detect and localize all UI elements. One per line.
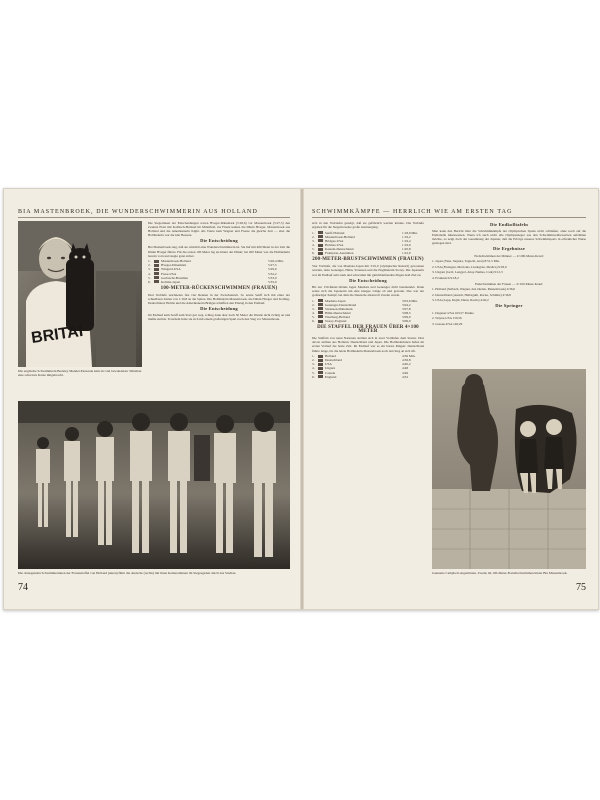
flag-icon: [318, 359, 323, 362]
flag-icon: [318, 248, 323, 251]
results-list-400m: [148, 259, 290, 284]
result-rank: 4.: [312, 242, 315, 247]
result-time: 3:03,6 Min.: [402, 298, 418, 303]
result-name: Mastenbroek-Holland: [325, 234, 355, 239]
r2-heading-endkolltafeln: Die Endkolltafeln: [490, 222, 528, 227]
result-name: Kastein-Deutschland: [325, 247, 354, 252]
photo-statue-caption: Jeannette Campbell-Argentinien, Zweite im 100-Meter-Freistilschwimmen hinter Bia Mastenbroek.: [432, 571, 568, 575]
result-rank: 2.: [312, 358, 315, 363]
result-rank: 3.: [312, 362, 315, 367]
result-name: Storey-England: [325, 318, 347, 323]
results-list-100m-back: [312, 231, 424, 256]
result-name: Waalberg-Holland: [325, 314, 350, 319]
result-name: Mastenbroek-Holland: [161, 259, 191, 264]
r-paragraph-2: Bis zur 150-Meter-Wende lagen Maehata und Genenger dicht beieinander. Dann setzte sich die Japanerin um eine knappe Länge ab und gewann. Das war ein großartiger Kampf, bei dem die Deutsche ehrenvoll Zweite wurde.: [312, 284, 424, 297]
result-name: Canada: [325, 370, 336, 375]
photo1-caption: Die englische Schwimmerin Beckley Mendel-Eastonde kam als viel bewunderter Talisman eine schwarze Katze mitgebracht.: [18, 369, 142, 378]
result-rank: 4.: [148, 271, 151, 276]
flag-icon: [154, 264, 159, 267]
result-name: Wingard-USA: [161, 267, 181, 272]
result-line: 2. Wayne-USA 159,56: [432, 316, 462, 321]
flag-icon: [318, 244, 323, 247]
r2-paragraph-1: Man kann den Bericht über die Schwimmkämpfe der Olympischen Spiele nicht schließen, ohne noch auf die Endtabelle hinzuweisen. Wenn ich auch nicht alle Olympiasieger aus den Schwimmwettbewerben aufzählen möchte, so zeigt doch der Gesamtsieg der Japaner, daß die Erfolge unseres Schwimmsports in erfreulicher Weise gestiegen sind.: [432, 229, 586, 246]
photo-swimmer-with-cat: [18, 221, 142, 367]
r2-heading-springer: Die Springer: [495, 303, 523, 309]
result-line: 3. Greene-USA 146,29: [432, 321, 463, 326]
result-rank: 2.: [312, 302, 315, 307]
flag-icon: [318, 307, 323, 310]
result-rank: 5.: [312, 247, 315, 252]
result-time: 5:33,0: [268, 275, 277, 280]
result-rank: 1.: [312, 298, 315, 303]
result-line: 1. Holland (Selbach, Wagner, den Ouden, Mastenbroek) 4:36,0: [432, 287, 516, 292]
header-rule-right: [312, 217, 586, 218]
paragraph-1: Bei Mastenbroek sieg, daß sie wirklich eine Wunderschwimmerin ist. Sie lief mit 400 Meter in der Zeit die Dänin Hveger führte. Für die ersten 100 Meter lag sie hinter der Dänin; bei 200 Meter war die Holländerin bereits vorn und siegte ganz sicher.: [148, 245, 290, 258]
result-time: 4:48: [402, 366, 409, 371]
result-time: 5:35,0: [268, 279, 277, 284]
result-time: 5:32,2: [268, 271, 277, 276]
result-line: 1. Japan (Yusa, Sugiura, Taguchi, Arai) 8:51,5 Min.: [432, 259, 500, 264]
result-name: Gerbracht-Brasilien: [161, 275, 188, 280]
result-name: Frese-USA: [161, 271, 177, 276]
intro-paragraph: Die Siegerinnen der Entscheidungen waren Hveger-Dänemark (5:26,6) vor Mastenbroek (5:27,5) den zweiten Platz mit Kolbisch-Holland im Mittelfeld, ins Finale kamen die Dänin Hveger, Mastenbroek aus Holland und die Amerikanerin Kight. Als Vierte kam Wagner und Freese die gleiche Zeit — aber die Holländerin war die klar Bessere.: [148, 221, 290, 238]
result-rank: 2.: [148, 263, 151, 268]
result-row: [312, 319, 424, 323]
r2-list-2: [432, 287, 586, 302]
result-rank: 3.: [312, 238, 315, 243]
r2-sub-2: Endschwimmen der Frauen — 4×100-Meter-Kraul:: [474, 281, 544, 286]
left-text-column: [148, 221, 290, 323]
flag-icon: [154, 260, 159, 263]
result-time: 3:04,2: [402, 302, 411, 307]
result-name: Sörensen-Dänemark: [325, 306, 353, 311]
result-name: Genenger-Deutschland: [325, 302, 357, 307]
right-page-number: 75: [576, 582, 586, 593]
result-rank: 6.: [312, 318, 315, 323]
left-page-header: BIA MASTENBROEK, DIE WUNDERSCHWIMMERIN AUS HOLLAND: [18, 209, 258, 215]
right-text-column-1: [312, 221, 424, 379]
result-line: 3. Ungarn (Gróf, Lengyel, Abay-Nemes, Csik) 9:12,3: [432, 270, 503, 275]
section-heading-100m-back: 100-METER-RÜCKENSCHWIMMEN (FRAUEN): [160, 285, 278, 291]
result-time: 4:52: [402, 374, 409, 379]
result-name: Senff-Holland: [325, 230, 345, 235]
subheading-entscheidung-1: Die Entscheidung: [200, 238, 238, 244]
result-row: [312, 375, 424, 379]
paragraph-3: Im Endlauf kam Senff zum Start gut weg, schlug dann aber nach 50 Meter die Wende nicht richtig an und mußte zurück. Trotzdem holte sie sich mit einem großartigen Spurt noch den Sieg vor Mastenbroek.: [148, 313, 290, 322]
result-time: 3:09,0: [402, 314, 411, 319]
flag-icon: [318, 320, 323, 323]
shirt-lettering: BRITAI: [30, 322, 85, 347]
right-page: [304, 189, 598, 609]
flag-icon: [154, 268, 159, 271]
result-rank: 6.: [312, 374, 315, 379]
flag-icon: [154, 280, 159, 283]
right-text-column-2: [432, 221, 586, 327]
result-time: 1:19,9: [402, 242, 411, 247]
result-time: 4:40,2: [402, 362, 411, 367]
result-rank: 5.: [312, 370, 315, 375]
result-time: 1:20,8: [402, 247, 411, 252]
result-name: Deutschland: [325, 358, 342, 363]
result-time: 5:26,4 Min.: [268, 259, 284, 264]
result-time: 1:18,9 Min.: [402, 230, 418, 235]
section-heading-200m-breast: 200-METER-BRUSTSCHWIMMEN (FRAUEN): [312, 257, 424, 263]
result-name: Holmes-USA: [325, 242, 344, 247]
result-name: Ungarn: [325, 366, 336, 371]
result-rank: 4.: [312, 310, 315, 315]
result-rank: 6.: [148, 279, 151, 284]
result-time: 3:09,0: [402, 318, 411, 323]
result-time: 5:27,5: [268, 263, 277, 268]
r2-heading-ergebnisse: Die Ergebnisse: [492, 246, 526, 252]
result-rank: 3.: [312, 306, 315, 311]
result-rank: 1.: [312, 354, 315, 359]
result-row: [148, 280, 290, 284]
result-time: 4:36,8: [402, 358, 411, 363]
subheading-entscheidung-2: Die Entscheidung: [200, 306, 238, 312]
r-paragraph-1: Vier Vorläufe, die von Maehata-Japan mit 3:01,9 (olympischer Rekord) gewonnen wurden, dazu Genenger, Hahn, Sörensen und die Engländerin Storey. Die Japanerin war im Endlauf sehr stark und schwamm mit gleichbleibenden Zügen dem Ziel zu.: [312, 264, 424, 277]
flag-icon: [318, 371, 323, 374]
result-rank: 6.: [312, 251, 315, 256]
result-rank: 1.: [312, 230, 315, 235]
photo-swimmers-on-statue: [432, 369, 586, 569]
result-name: USA: [325, 362, 332, 367]
result-rank: 5.: [148, 275, 151, 280]
header-rule: [18, 217, 290, 218]
result-line: 3. USA (Lapp, Kight, Dunn, Rawls) 4:40,2: [432, 298, 489, 303]
flag-icon: [318, 315, 323, 318]
result-time: 5:29,0: [268, 267, 277, 272]
results-list-relay: [312, 354, 424, 379]
flag-icon: [318, 299, 323, 302]
result-row: [312, 251, 424, 255]
flag-icon: [318, 355, 323, 358]
flag-icon: [318, 363, 323, 366]
flag-icon: [318, 235, 323, 238]
r2-sub-1: Endschwimmen der Männer — 4×200-Meter-Kraul:: [474, 253, 544, 258]
result-rank: 5.: [312, 314, 315, 319]
section-heading-relay: DIE STAFFEL DER FRAUEN ÜBER 4×100 METER: [317, 325, 419, 335]
r-paragraph-3: Die Staffeln von neun Nationen stellten sich in zwei Vorläufen dem Starter. Drei davon stellten aus Holland, Deutschland und Japan. Die Holländerinnen liefen im ersten Vorlauf die beste Zeit. Im Endlauf war es ein hartes Ringen: Deutschland führte lange, bis die letzte Holländerin Mastenbroek noch den Sieg an sich riß.: [312, 336, 424, 353]
result-rank: 1.: [148, 259, 151, 264]
result-time: 3:08,5: [402, 310, 411, 315]
result-name: Holland: [325, 354, 336, 359]
result-time: 4:49: [402, 370, 409, 375]
flag-icon: [318, 239, 323, 242]
result-rank: 2.: [312, 234, 315, 239]
photo2-caption: Die obsiegenden Schwimmerinnen der Frauenstaffel von Holland (unten) führt die deutsche (rechts) mit ihren Kameradinnen im Siegesgaden durch das Stadion.: [18, 571, 237, 575]
result-name: Hähn-Deutschland: [325, 310, 351, 315]
result-name: Kolima-Japan: [161, 279, 181, 284]
result-line: 2. USA (Flanagan, Macionis, Lindegren, Medica) 9:03,0: [432, 264, 507, 269]
right-page-header: SCHWIMMKÄMPFE — HERRLICH WIE AM ERSTEN TAG: [312, 209, 513, 215]
result-line: 2. Deutschland (Arendt, Halbsguth, Rocke, Schmitz) 4:36,8: [432, 292, 511, 297]
result-time: 4:36 Min.: [402, 354, 416, 359]
flag-icon: [318, 252, 323, 255]
result-time: 3:07,8: [402, 306, 411, 311]
result-rank: 4.: [312, 366, 315, 371]
r-subheading-entscheidung: Die Entscheidung: [349, 277, 387, 283]
open-book-spread: [3, 188, 599, 610]
flag-icon: [318, 303, 323, 306]
result-line: 1. Degener-USA 163,57 Punkte: [432, 310, 474, 315]
result-rank: 3.: [148, 267, 151, 272]
result-time: 1:19,2: [402, 234, 411, 239]
r-paragraph-0: sich in den Vorläufen gezeigt, daß sie gefährlich werden könnte. Die Vorläufe ergaben für die Siegerin keine große Anstrengung.: [312, 221, 424, 230]
r2-list-3: [432, 311, 586, 326]
flag-icon: [154, 272, 159, 275]
flag-icon: [318, 231, 323, 234]
result-name: England: [325, 374, 337, 379]
flag-icon: [154, 276, 159, 279]
photo-team-parade: [18, 401, 290, 569]
result-name: Frampton-Australien: [325, 251, 354, 256]
result-time: 1:19,4: [402, 238, 411, 243]
result-name: Bridges-USA: [325, 238, 344, 243]
flag-icon: [318, 375, 323, 378]
result-name: Hveger-Dänemark: [161, 263, 187, 268]
paragraph-2: Drei Vorläufe zeichneten fast vier Rennen in der Zwischenzeit. So setzte Senff sich mit einer der schnellsten Zeiten von 1:19,8 an die Spitze. Die Holländerin Mastenbroek, die Dänin Hveger und Kolling-Deutschland, Holms und die Amerikanerin Bridges schafften den Einzug in den Endlauf.: [148, 292, 290, 306]
left-page: [4, 189, 300, 609]
result-name: Maehata-Japan: [325, 298, 346, 303]
result-line: 4. Frankreich 9:18,2: [432, 275, 459, 280]
flag-icon: [318, 311, 323, 314]
result-time: 1:22,0: [402, 251, 411, 256]
left-page-number: 74: [18, 582, 28, 593]
r2-list-1: [432, 259, 586, 280]
flag-icon: [318, 367, 323, 370]
results-list-200m-breast: [312, 299, 424, 324]
